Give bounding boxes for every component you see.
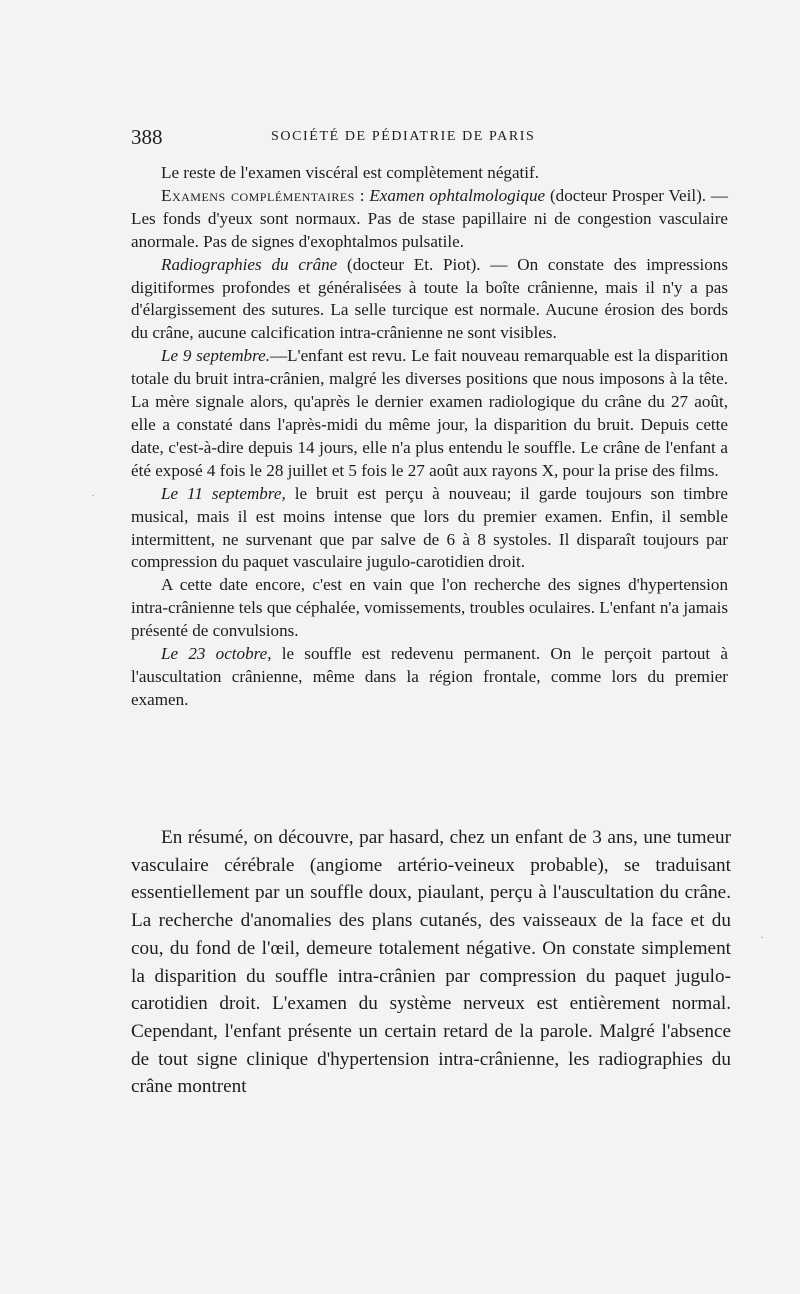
case-report-section <box>131 162 728 712</box>
paragraph-sept-11 <box>131 483 728 575</box>
paragraph-text: —L'enfant est revu. Le fait nouveau remarquable est la disparition totale du bruit intra-crânien, malgré les diverses positions que nous imposons à la tête. La mère signale alors, qu'après le dernier examen radiologique du crâne du 27 août, elle a constaté dans l'après-midi du même jour, la disparition du bruit. Depuis cette date, c'est-à-dire depuis 14 jours, elle n'a plus entendu le souffle. Le crâne de l'enfant a été exposé 4 fois le 28 juillet et 5 fois le 27 août aux rayons X, pour la prise des films. <box>131 346 728 480</box>
paragraph-oct-23 <box>131 643 728 712</box>
summary-section <box>131 824 731 1101</box>
subsection-title: Radiographies du crâne <box>161 254 338 274</box>
subsection-title: Examen ophtalmologique <box>369 185 546 205</box>
paragraph-intracranial-signs <box>131 574 728 643</box>
paragraph-text: Le reste de l'examen viscéral est complètement négatif. <box>161 163 540 182</box>
lead-separator: : <box>354 185 370 205</box>
paragraph-text: En résumé, on découvre, par hasard, chez un enfant de 3 ans, une tumeur vasculaire cérébrale (angiome artério-veineux probable), se traduisant essentiellement par un souffle doux, piaulant, perçu à l'auscultation du crâne. La recherche d'anomalies des plans cutanés, des vaisseaux de la face et du cou, du fond de l'œil, demeure totalement négative. On constate simplement la disparition du souffle intra-crânien par compression du paquet jugulo-carotidien droit. L'examen du système nerveux est entièrement normal. Cependant, l'enfant présente un certain retard de la parole. Malgré l'absence de tout signe clinique d'hypertension intra-crânienne, les radiographies du crâne montrent <box>131 827 731 1098</box>
page-number: 388 <box>131 125 163 149</box>
paragraph-text: (docteur Et. Piot). — On constate des impressions digitiformes profondes et généralisées à toute la boîte crânienne, mais il n'y a pas d'élargissement des sutures. La selle turcique est normale. Aucune érosion des bords du crâne, aucune calcification intra-crânienne ne sont visibles. <box>131 254 728 343</box>
date-lead: Le 23 octobre, <box>161 644 272 664</box>
margin-speck: · <box>760 930 764 944</box>
summary-paragraph <box>131 824 731 1101</box>
paragraph-complementary-exams <box>131 185 728 254</box>
paragraph-text: (docteur Prosper Veil). — Les fonds d'yeux sont normaux. Pas de stase papillaire ni de congestion vasculaire anormale. Pas de signes d'exophtalmos pulsatile. <box>131 185 728 251</box>
section-lead: Examens complémentaires <box>161 185 355 205</box>
paragraph-text: le souffle est redevenu permanent. On le perçoit partout à l'auscultation crânienne, même dans la région frontale, comme lors du premier examen. <box>131 644 728 709</box>
paragraph-text: A cette date encore, c'est en vain que l'on recherche des signes d'hypertension intra-crânienne tels que céphalée, vomissements, troubles oculaires. L'enfant n'a jamais présenté de convulsions. <box>131 575 728 641</box>
page-header <box>131 125 731 155</box>
paragraph-skull-radiographs <box>131 254 728 346</box>
date-lead: Le 11 septembre, <box>161 483 286 503</box>
paragraph-text: le bruit est perçu à nouveau; il garde toujours son timbre musical, mais il est moins intense que lors du premier examen. Enfin, il semble intermittent, ne survenant que par salve de 6 à 8 systoles. Il disparaît toujours par compression du paquet vasculaire jugulo-carotidien droit. <box>131 483 729 572</box>
paragraph-sept-9 <box>131 345 728 482</box>
running-title: SOCIÉTÉ DE PÉDIATRIE DE PARIS <box>271 129 536 144</box>
margin-speck: · <box>91 488 95 502</box>
paragraph-visceral-exam <box>131 162 728 185</box>
date-lead: Le 9 septembre. <box>161 346 270 366</box>
